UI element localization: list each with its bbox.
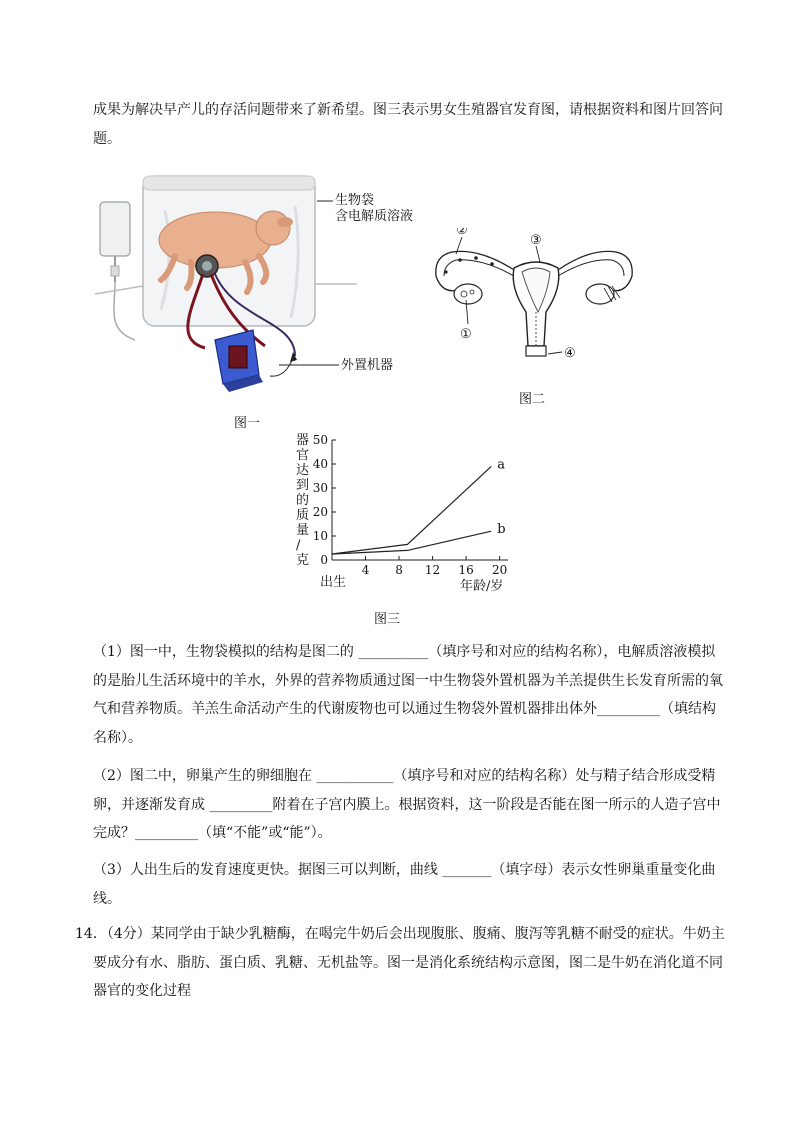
- text-line: （1）图一中，生物袋模拟的结构是图二的 __________（填序号和对应的结构名称），电解质溶液模拟: [93, 644, 716, 660]
- y-axis-title-char: 克: [296, 553, 310, 568]
- artificial-womb-illustration: [95, 170, 435, 435]
- y-tick-label: 0: [320, 553, 328, 567]
- y-axis-title-char: 器: [296, 433, 310, 448]
- series-label-a: a: [497, 457, 506, 473]
- text-line: 线。: [93, 890, 121, 907]
- text-line: 器官的变化过程: [93, 983, 191, 999]
- y-tick-label: 10: [312, 529, 328, 543]
- text-line: 气和营养物质。羊羔生命活动产生的代谢废物也可以通过生物袋外置机器排出体外_________（填结构: [93, 701, 716, 717]
- text-line: 的是胎儿生活环境中的羊水，外界的营养物质通过图一中生物袋外置机器为羊羔提供生长发育所需的氧: [93, 672, 723, 689]
- marker-2: ②: [456, 228, 468, 238]
- series-line-a: [332, 466, 491, 554]
- y-axis-title-char: 达: [296, 463, 310, 478]
- text-line: 要成分有水、脂肪、蛋白质、乳糖、无机盐等。图一是消化系统结构示意图，图二是牛奶在消化道不同: [93, 954, 723, 971]
- ovary-right-icon: [586, 284, 614, 304]
- y-axis-title: [296, 433, 309, 568]
- y-axis-title-char: 质: [296, 508, 310, 523]
- question-14: [75, 920, 735, 1006]
- question-2: [93, 762, 733, 848]
- label-external-machine: 外置机器: [341, 358, 394, 373]
- y-tick-label: 50: [312, 433, 328, 447]
- question-1: [93, 638, 733, 752]
- x-origin-label: 出生: [320, 575, 347, 590]
- x-tick-label: 12: [424, 563, 441, 577]
- x-tick-label: 8: [395, 563, 403, 577]
- figure-1-caption: 图一: [234, 416, 261, 431]
- y-tick-label: 20: [312, 505, 328, 519]
- text-line: 名称）。: [93, 729, 142, 746]
- marker-3: ③: [530, 233, 542, 248]
- x-tick-label: 16: [458, 563, 474, 577]
- text-line: 成果为解决早产儿的存活问题带来了新希望。图三表示男女生殖器官发育图，请根据资料和图片回答问: [93, 102, 723, 118]
- label-electrolyte: 含电解质溶液: [335, 209, 414, 224]
- marker-1: ①: [460, 327, 472, 342]
- figure-2-reproductive-system: [430, 228, 640, 373]
- text-line: 14．（4分）某同学由于缺少乳糖酶，在喝完牛奶后会出现腹胀、腹痛、腹泻等乳糖不耐受的症状。牛奶主: [75, 926, 725, 942]
- question-3: [93, 856, 733, 913]
- series-label-b: b: [497, 522, 506, 538]
- y-axis-title-char: 的: [296, 493, 310, 508]
- text-line: 卵，并逐渐发育成 _________附着在子宫内膜上。根据资料，这一阶段是否能在图一所示的人造子宫中: [93, 796, 721, 813]
- intro-paragraph: [93, 96, 733, 153]
- y-axis-title-char: /: [296, 538, 301, 553]
- figure-3-chart: [290, 430, 530, 600]
- uterus-diagram: [430, 228, 640, 373]
- figure-3-caption: 图三: [374, 612, 401, 627]
- y-axis-title-char: 量: [296, 523, 310, 538]
- y-axis-title-char: 到: [296, 478, 310, 493]
- iv-bag-icon: [100, 202, 130, 256]
- figure-2-caption: 图二: [519, 392, 546, 407]
- x-axis-title: 年龄/岁: [460, 579, 504, 594]
- text-line: 题。: [93, 130, 121, 147]
- label-bio-bag: 生物袋: [335, 193, 375, 208]
- y-tick-label: 30: [312, 481, 328, 495]
- y-axis-title-char: 官: [296, 448, 310, 463]
- x-tick-label: 4: [361, 563, 370, 577]
- text-line: （3）人出生后的发育速度更快。据图三可以判断，曲线 _______（填字母）表示女性卵巢重量变化曲: [93, 862, 716, 878]
- x-tick-label: 20: [491, 563, 508, 577]
- organ-mass-line-chart: [290, 430, 530, 600]
- marker-4: ④: [564, 346, 576, 361]
- ovary-left-icon: [454, 284, 482, 304]
- y-tick-label: 40: [312, 457, 328, 471]
- figure-1-artificial-womb: [95, 170, 435, 435]
- text-line: （2）图二中，卵巢产生的卵细胞在 ___________（填序号和对应的结构名称）处与精子结合形成受精: [93, 768, 716, 784]
- text-line: 完成？_________（填“不能”或“能”）。: [93, 825, 332, 841]
